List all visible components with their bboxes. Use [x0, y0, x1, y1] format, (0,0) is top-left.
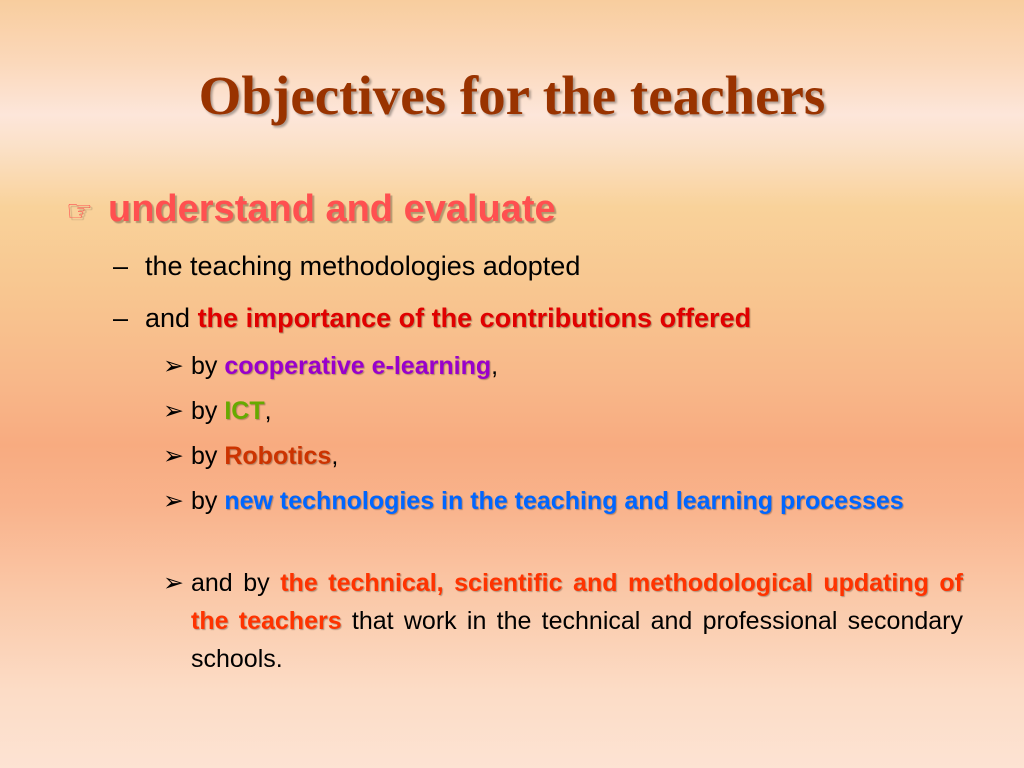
item-emphasis: Robotics — [224, 442, 332, 470]
main-point — [66, 188, 556, 231]
item-emphasis: cooperative e-learning — [224, 352, 492, 380]
dash-bullet: – — [113, 303, 129, 333]
sub-point-text: the teaching methodologies adopted — [145, 251, 581, 281]
item-prefix: by — [191, 487, 225, 515]
item-emphasis: the technical, scientific and methodological updating of the teachers — [191, 569, 963, 635]
arrow-bullet-icon: ➢ — [163, 397, 184, 425]
sub-point-importance — [113, 303, 751, 334]
arrow-bullet-icon: ➢ — [163, 442, 184, 470]
item-emphasis: new technologies in the teaching and learning processes — [224, 487, 904, 515]
list-item-updating — [163, 564, 963, 678]
item-suffix: that work in the technical and professional secondary schools. — [191, 607, 963, 673]
item-suffix: , — [491, 352, 499, 380]
list-item-robotics — [163, 437, 963, 475]
pointing-hand-icon: ☞ — [66, 195, 93, 228]
main-point-text: understand and evaluate — [108, 188, 556, 230]
list-item-ict — [163, 392, 963, 430]
slide-title: Objectives for the teachers — [198, 65, 826, 126]
sub-point-methodologies — [113, 251, 580, 282]
item-prefix: by — [191, 352, 225, 380]
item-suffix: , — [331, 442, 339, 470]
sub-point-emphasis: the importance of the contributions offered — [197, 303, 752, 333]
sub-point-prefix: and — [145, 303, 198, 333]
arrow-bullet-icon: ➢ — [163, 569, 184, 597]
list-item-cooperative — [163, 347, 963, 385]
arrow-bullet-icon: ➢ — [163, 487, 184, 515]
list-item-new-technologies — [163, 482, 963, 520]
item-prefix: by — [191, 442, 225, 470]
item-emphasis: ICT — [224, 397, 265, 425]
dash-bullet: – — [113, 251, 129, 281]
item-prefix: and by — [191, 569, 281, 597]
arrow-bullet-icon: ➢ — [163, 352, 184, 380]
item-suffix: , — [264, 397, 272, 425]
item-prefix: by — [191, 397, 225, 425]
